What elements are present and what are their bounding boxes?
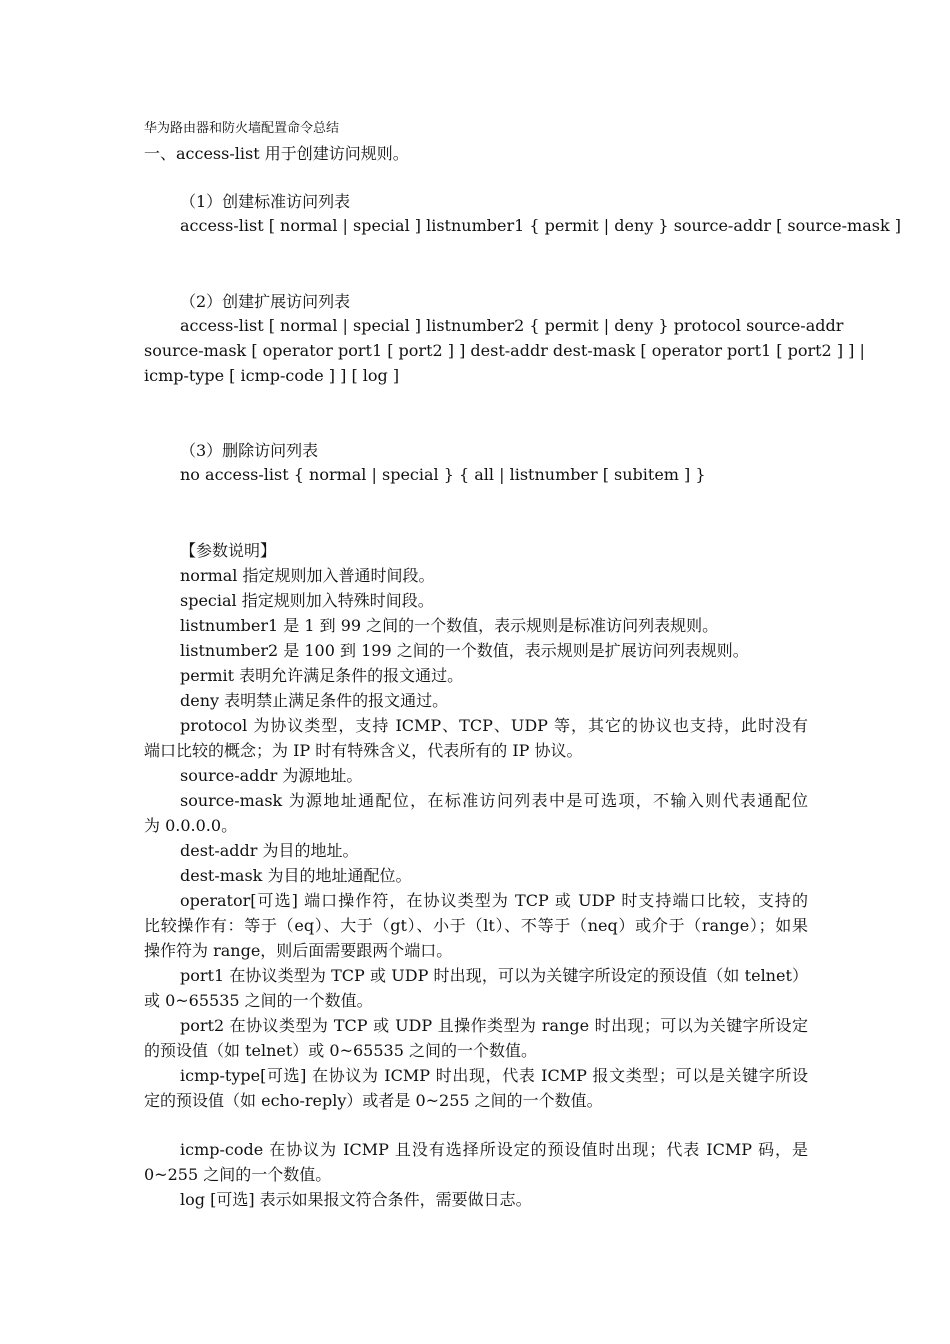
syntax-extended-line-2: source-mask [ operator port1 [ port2 ] ] dest-addr dest-mask [ operator port1 [ port2 ] ] | [144,341,865,360]
document-title: 华为路由器和防火墙配置命令总结 [144,121,340,136]
param-log: log [可选] 表示如果报文符合条件，需要做日志。 [180,1190,532,1209]
param-port2-line-1: port2 在协议类型为 TCP 或 UDP 且操作类型为 range 时出现；可以为关键字所设定 [180,1016,808,1035]
param-listnumber1: listnumber1 是 1 到 99 之间的一个数值，表示规则是标准访问列表规则。 [180,616,719,635]
param-protocol-line-2: 端口比较的概念；为 IP 时有特殊含义，代表所有的 IP 协议。 [144,741,583,760]
param-source-mask-line-1: source-mask 为源地址通配位，在标准访问列表中是可选项，不输入则代表通配位 [180,791,808,810]
param-icmp-type-line-2: 定的预设值（如 echo-reply）或者是 0~255 之间的一个数值。 [144,1091,603,1110]
param-icmp-code-line-2: 0~255 之间的一个数值。 [144,1165,332,1184]
param-special: special 指定规则加入特殊时间段。 [180,591,434,610]
param-icmp-code-line-1: icmp-code 在协议为 ICMP 且没有选择所设定的预设值时出现；代表 ICMP 码，是 [180,1140,808,1159]
param-operator-line-3: 操作符为 range，则后面需要跟两个端口。 [144,941,453,960]
syntax-standard-list: access-list [ normal | special ] listnumber1 { permit | deny } source-addr [ source-mask ] [180,216,901,235]
param-operator-line-1: operator[可选] 端口操作符，在协议类型为 TCP 或 UDP 时支持端口比较，支持的 [180,891,808,910]
section-heading-access-list: 一、access-list 用于创建访问规则。 [144,144,409,163]
params-heading: 【参数说明】 [180,541,277,560]
param-operator-line-2: 比较操作有：等于（eq）、大于（gt）、小于（lt）、不等于（neq）或介于（range）；如果 [144,916,808,935]
subheading-extended-list: （2）创建扩展访问列表 [180,292,351,311]
param-port1-line-2: 或 0~65535 之间的一个数值。 [144,991,373,1010]
param-icmp-type-line-1: icmp-type[可选] 在协议为 ICMP 时出现，代表 ICMP 报文类型；可以是关键字所设 [180,1066,808,1085]
param-source-mask-line-2: 为 0.0.0.0。 [144,816,238,835]
param-permit: permit 表明允许满足条件的报文通过。 [180,666,464,685]
param-deny: deny 表明禁止满足条件的报文通过。 [180,691,449,710]
subheading-delete-list: （3）删除访问列表 [180,441,319,460]
syntax-extended-line-1: access-list [ normal | special ] listnumber2 { permit | deny } protocol source-addr [180,316,844,335]
param-normal: normal 指定规则加入普通时间段。 [180,566,435,585]
param-protocol-line-1: protocol 为协议类型，支持 ICMP、TCP、UDP 等，其它的协议也支持，此时没有 [180,716,808,735]
param-port1-line-1: port1 在协议类型为 TCP 或 UDP 时出现，可以为关键字所设定的预设值（如 telnet） [180,966,808,985]
param-dest-addr: dest-addr 为目的地址。 [180,841,359,860]
param-source-addr: source-addr 为源地址。 [180,766,363,785]
param-dest-mask: dest-mask 为目的地址通配位。 [180,866,412,885]
subheading-standard-list: （1）创建标准访问列表 [180,192,351,211]
syntax-extended-line-3: icmp-type [ icmp-code ] ] [ log ] [144,366,400,385]
param-port2-line-2: 的预设值（如 telnet）或 0~65535 之间的一个数值。 [144,1041,537,1060]
param-listnumber2: listnumber2 是 100 到 199 之间的一个数值，表示规则是扩展访问列表规则。 [180,641,749,660]
syntax-delete-list: no access-list { normal | special } { all | listnumber [ subitem ] } [180,465,706,484]
